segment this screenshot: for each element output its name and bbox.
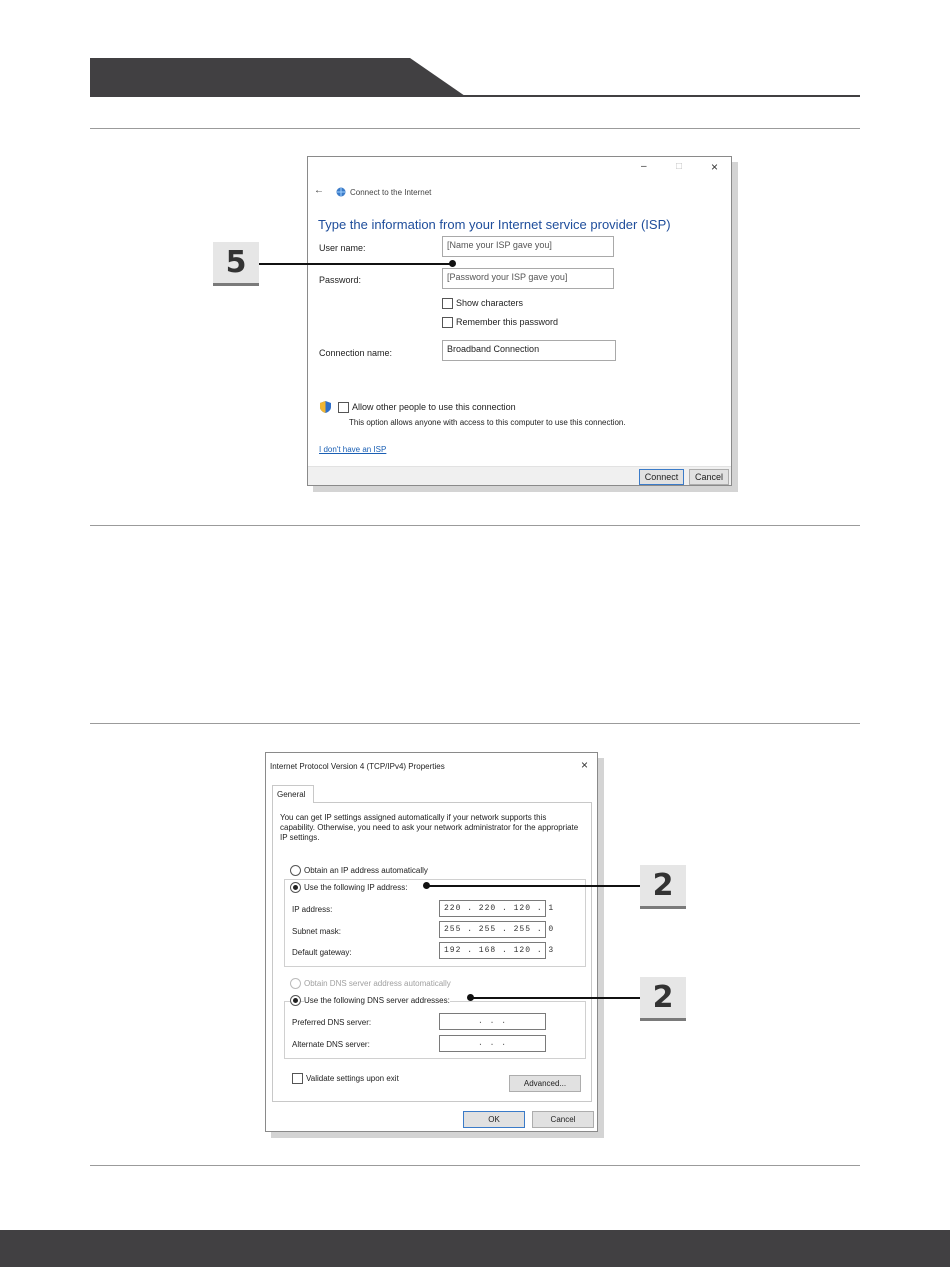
callout-leader-dot-2-ip bbox=[423, 882, 430, 889]
callout-leader-line-5 bbox=[259, 263, 453, 265]
use-following-ip-radio[interactable] bbox=[290, 882, 301, 893]
user-name-input[interactable]: [Name your ISP gave you] bbox=[442, 236, 614, 257]
use-following-ip-label: Use the following IP address: bbox=[304, 883, 408, 892]
step-callout-2-dns: 2 bbox=[640, 977, 686, 1021]
connection-name-input[interactable]: Broadband Connection bbox=[442, 340, 616, 361]
back-arrow-icon[interactable]: ← bbox=[314, 185, 324, 196]
ok-button[interactable]: OK bbox=[463, 1111, 525, 1128]
use-following-dns-label: Use the following DNS server addresses: bbox=[304, 996, 450, 1005]
obtain-ip-auto-label: Obtain an IP address automatically bbox=[304, 866, 428, 875]
callout-leader-dot-2-dns bbox=[467, 994, 474, 1001]
page-footer-bar bbox=[0, 1230, 950, 1267]
use-following-dns-radio[interactable] bbox=[290, 995, 301, 1006]
allow-others-label: Allow other people to use this connection bbox=[352, 402, 516, 412]
ipv4-intro-text: You can get IP settings assigned automatically if your network supports this capability. Otherwise, you need to ask your network administrator for the appropriate IP settings. bbox=[280, 813, 579, 842]
connect-button[interactable]: Connect bbox=[639, 469, 684, 485]
ipv4-close-button[interactable]: × bbox=[581, 758, 589, 772]
allow-others-checkbox[interactable] bbox=[338, 402, 349, 413]
allow-others-description: This option allows anyone with access to this computer to use this connection. bbox=[349, 418, 626, 427]
ipv4-dialog-title: Internet Protocol Version 4 (TCP/IPv4) Properties bbox=[270, 762, 445, 771]
ipv4-cancel-button[interactable]: Cancel bbox=[532, 1111, 594, 1128]
section-divider-top bbox=[90, 128, 860, 129]
callout-leader-line-2-ip bbox=[427, 885, 640, 887]
show-characters-checkbox[interactable] bbox=[442, 298, 453, 309]
section-divider-bottom bbox=[90, 1165, 860, 1166]
ip-address-input[interactable]: 220 . 220 . 120 . 1 bbox=[439, 900, 546, 917]
validate-settings-label: Validate settings upon exit bbox=[306, 1074, 399, 1083]
connect-to-internet-dialog bbox=[307, 156, 732, 486]
step-callout-2-ip: 2 bbox=[640, 865, 686, 909]
remember-password-checkbox[interactable] bbox=[442, 317, 453, 328]
isp-heading: Type the information from your Internet service provider (ISP) bbox=[318, 217, 671, 232]
advanced-button[interactable]: Advanced... bbox=[509, 1075, 581, 1092]
maximize-button[interactable]: □ bbox=[676, 161, 683, 172]
default-gateway-label: Default gateway: bbox=[292, 948, 352, 957]
no-isp-link[interactable]: I don't have an ISP bbox=[319, 445, 387, 454]
subnet-mask-input[interactable]: 255 . 255 . 255 . 0 bbox=[439, 921, 546, 938]
section-divider-middle bbox=[90, 525, 860, 526]
ip-address-label: IP address: bbox=[292, 905, 333, 914]
chapter-header-tab bbox=[90, 58, 465, 96]
chapter-header-line bbox=[90, 95, 860, 97]
connection-name-label: Connection name: bbox=[319, 348, 393, 358]
password-input[interactable]: [Password your ISP gave you] bbox=[442, 268, 614, 289]
default-gateway-input[interactable]: 192 . 168 . 120 . 3 bbox=[439, 942, 546, 959]
close-button[interactable]: × bbox=[711, 160, 719, 174]
preferred-dns-input[interactable]: . . . bbox=[439, 1013, 546, 1030]
cancel-button[interactable]: Cancel bbox=[689, 469, 729, 485]
network-globe-icon bbox=[336, 187, 346, 197]
password-label: Password: bbox=[319, 275, 362, 285]
obtain-ip-auto-radio[interactable] bbox=[290, 865, 301, 876]
ipv4-properties-dialog bbox=[265, 752, 598, 1132]
alternate-dns-input[interactable]: . . . bbox=[439, 1035, 546, 1052]
callout-leader-dot-5 bbox=[449, 260, 456, 267]
show-characters-label: Show characters bbox=[456, 298, 524, 308]
remember-password-label: Remember this password bbox=[456, 317, 559, 327]
obtain-dns-auto-radio[interactable] bbox=[290, 978, 301, 989]
subnet-mask-label: Subnet mask: bbox=[292, 927, 341, 936]
minimize-button[interactable]: – bbox=[641, 161, 647, 172]
tab-general[interactable]: General bbox=[272, 785, 314, 803]
uac-shield-icon bbox=[320, 401, 331, 413]
section-divider-lower bbox=[90, 723, 860, 724]
user-name-label: User name: bbox=[319, 243, 366, 253]
obtain-dns-auto-label: Obtain DNS server address automatically bbox=[304, 979, 451, 988]
preferred-dns-label: Preferred DNS server: bbox=[292, 1018, 372, 1027]
validate-settings-checkbox[interactable] bbox=[292, 1073, 303, 1084]
step-callout-5: 5 bbox=[213, 242, 259, 286]
alternate-dns-label: Alternate DNS server: bbox=[292, 1040, 370, 1049]
callout-leader-line-2-dns bbox=[471, 997, 640, 999]
nav-title: Connect to the Internet bbox=[350, 188, 432, 197]
